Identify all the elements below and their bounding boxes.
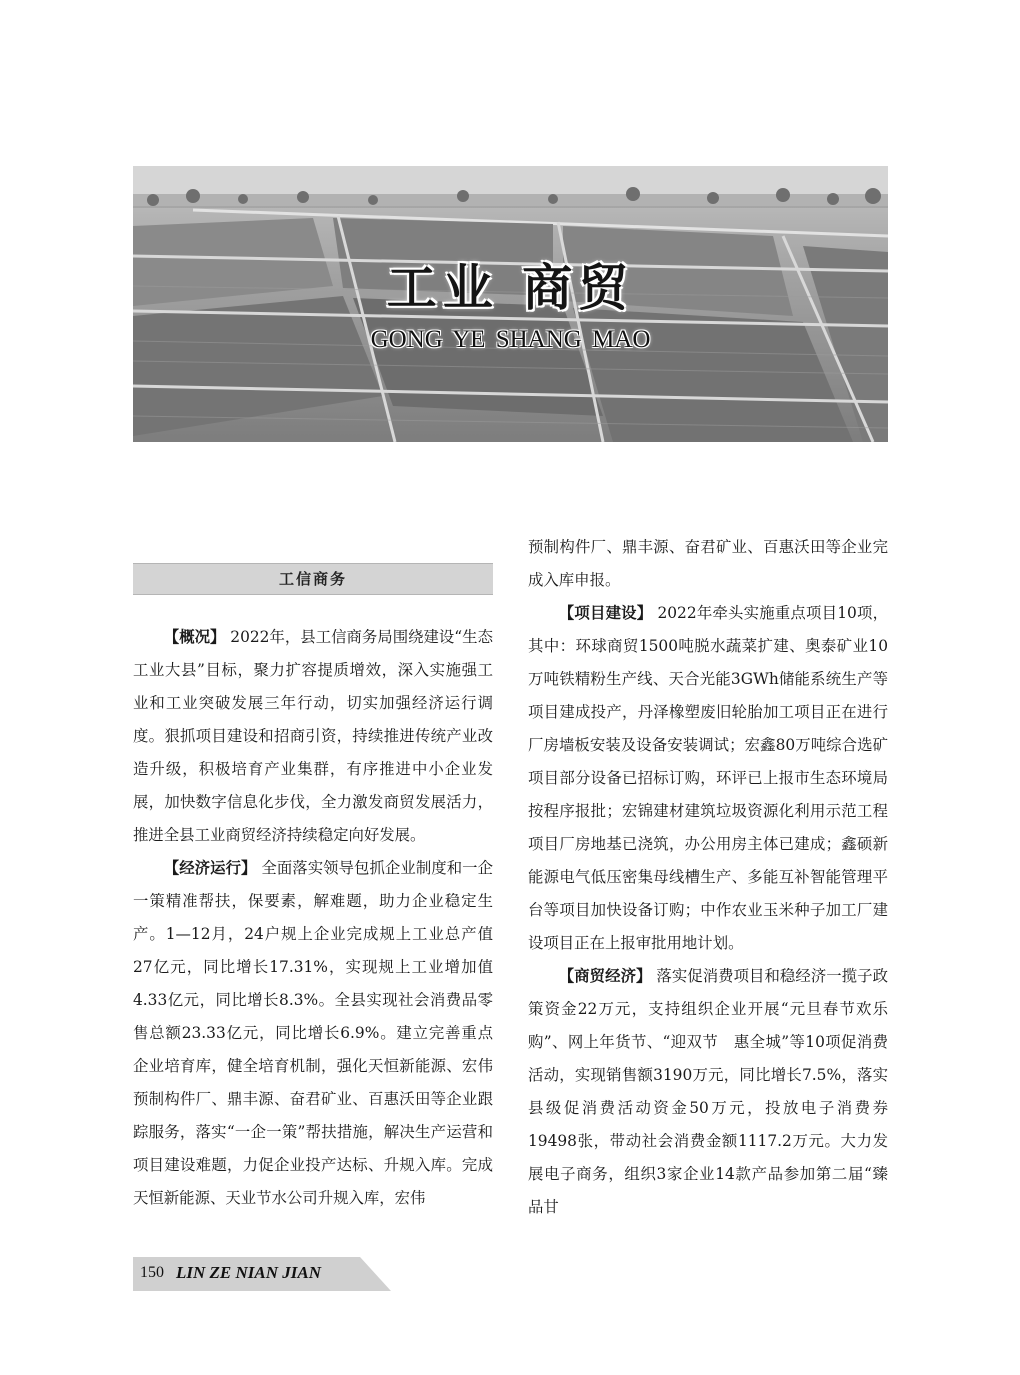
paragraph-overview bbox=[133, 621, 493, 852]
section-header: 工信商务 bbox=[133, 563, 493, 595]
paragraph-text: 落实促消费项目和稳经济一揽子政策资金22万元，支持组织企业开展“元旦春节欢乐购”、网上年货节、“迎双节 惠全城”等10项促消费活动，实现销售额3190万元，同比增长7.5%，落实县级促消费活动资金50万元，投放电子消费券19498张，带动社会消费金额1117.2万元。大力发展电子商务，组织3家企业14款产品参加第二届“臻品甘 bbox=[528, 967, 888, 1216]
journal-name: LIN ZE NIAN JIAN bbox=[176, 1263, 321, 1282]
paragraph-text: 2022年，县工信商务局围绕建设“生态工业大县”目标，聚力扩容提质增效，深入实施强工业和工业突破发展三年行动，切实加强经济运行调度。狠抓项目建设和招商引资，持续推进传统产业改造升级，积极培育产业集群，有序推进中小企业发展，加快数字信息化步伐，全力激发商贸发展活力，推进全县工业商贸经济持续稳定向好发展。 bbox=[133, 628, 493, 844]
page-number: 150 bbox=[140, 1264, 164, 1281]
paragraph-text: 2022年牵头实施重点项目10项，其中：环球商贸1500吨脱水蔬菜扩建、奥泰矿业10万吨铁精粉生产线、天合光能3GWh储能系统生产等项目建成投产，丹泽橡塑废旧轮胎加工项目正在进行厂房墙板安装及设备安装调试；宏鑫80万吨综合选矿项目部分设备已招标订购，环评已上报市生态环境局按程序报批；宏锦建材建筑垃圾资源化利用示范工程项目厂房地基已浇筑，办公用房主体已建成；鑫硕新能源电气低压密集母线槽生产、多能互补智能管理平台等项目加快设备订购；中作农业玉米种子加工厂建设项目正在上报审批用地计划。 bbox=[528, 604, 888, 952]
paragraph-economic-operation bbox=[133, 852, 493, 1215]
paragraph-label: 【项目建设】 bbox=[558, 604, 653, 622]
paragraph-label: 【商贸经济】 bbox=[558, 967, 652, 985]
left-column bbox=[133, 621, 493, 1215]
page-title: 工业 商贸 bbox=[386, 259, 635, 317]
paragraph-label: 【经济运行】 bbox=[163, 859, 257, 877]
paragraph-project-construction bbox=[528, 597, 888, 960]
banner-image bbox=[133, 166, 888, 442]
paragraph-commerce bbox=[528, 960, 888, 1224]
right-column bbox=[528, 531, 888, 1224]
page-subtitle: GONG YE SHANG MAO bbox=[370, 326, 651, 353]
paragraph-label: 【概况】 bbox=[163, 628, 226, 646]
paragraph-continuation: 预制构件厂、鼎丰源、奋君矿业、百惠沃田等企业完成入库申报。 bbox=[528, 538, 888, 589]
paragraph-text: 全面落实领导包抓企业制度和一企一策精准帮扶，保要素，解难题，助力企业稳定生产。1—12月，24户规上企业完成规上工业总产值27亿元，同比增长17.31%，实现规上工业增加值4.33亿元，同比增长8.3%。全县实现社会消费品零售总额23.33亿元，同比增长6.9%。建立完善重点企业培育库，健全培育机制，强化天恒新能源、宏伟预制构件厂、鼎丰源、奋君矿业、百惠沃田等企业跟踪服务，落实“一企一策”帮扶措施，解决生产运营和项目建设难题，力促企业投产达标、升规入库。完成天恒新能源、天业节水公司升规入库，宏伟 bbox=[133, 859, 493, 1207]
